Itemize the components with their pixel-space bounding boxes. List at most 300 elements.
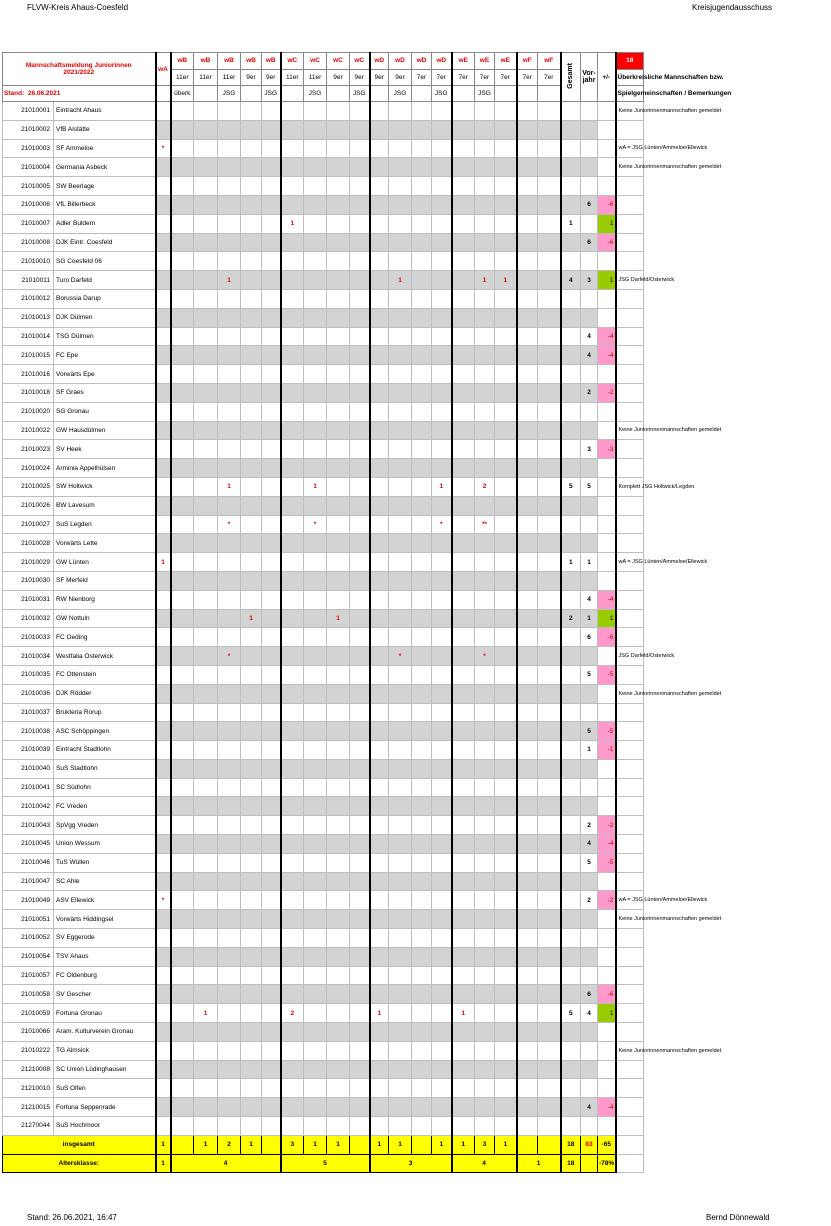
vorjahr-cell: 5 xyxy=(581,722,598,741)
team-cell xyxy=(171,1117,194,1136)
team-cell xyxy=(495,647,517,666)
diff-cell: -5 xyxy=(598,665,616,684)
table-row xyxy=(3,947,831,966)
team-cell xyxy=(350,515,370,534)
team-cell xyxy=(327,496,350,515)
team-cell xyxy=(350,929,370,948)
team-cell xyxy=(389,233,412,252)
team-cell xyxy=(432,797,452,816)
gesamt-cell xyxy=(561,1098,581,1117)
team-cell xyxy=(156,177,171,196)
team-cell xyxy=(241,1060,262,1079)
team-cell xyxy=(262,797,281,816)
table-row xyxy=(3,365,831,384)
team-cell xyxy=(389,289,412,308)
diff-cell xyxy=(598,1117,616,1136)
team-cell xyxy=(241,872,262,891)
title-line2: 2021/2022 xyxy=(63,69,95,76)
team-cell xyxy=(495,816,517,835)
team-cell xyxy=(194,628,218,647)
team-cell xyxy=(327,947,350,966)
club-name: Germania Asbeck xyxy=(54,158,156,177)
team-cell xyxy=(517,195,538,214)
team-cell xyxy=(517,741,538,760)
team-cell xyxy=(412,853,432,872)
team-cell xyxy=(156,966,171,985)
gesamt-cell xyxy=(561,346,581,365)
team-cell xyxy=(241,120,262,139)
team-cell xyxy=(327,571,350,590)
team-cell xyxy=(538,233,561,252)
vorjahr-cell xyxy=(581,139,598,158)
team-cell xyxy=(241,628,262,647)
diff-cell xyxy=(598,402,616,421)
team-cell xyxy=(538,440,561,459)
team-cell xyxy=(495,985,517,1004)
team-cell xyxy=(194,1041,218,1060)
team-cell xyxy=(452,402,475,421)
team-cell xyxy=(412,402,432,421)
team-cell xyxy=(538,853,561,872)
team-cell xyxy=(452,440,475,459)
club-name: SuS Hochmoor xyxy=(54,1117,156,1136)
team-cell xyxy=(495,797,517,816)
totals-cell: 1 xyxy=(432,1135,452,1154)
team-cell xyxy=(171,553,194,572)
team-cell xyxy=(218,139,241,158)
remarks-cell: JSG Darfeld/Osterwick xyxy=(616,647,644,666)
team-cell xyxy=(171,1041,194,1060)
club-code: 21010045 xyxy=(3,835,54,854)
club-name: SG Gronau xyxy=(54,402,156,421)
team-cell xyxy=(389,853,412,872)
team-cell xyxy=(194,1023,218,1042)
team-cell xyxy=(389,327,412,346)
team-cell xyxy=(538,496,561,515)
team-cell xyxy=(281,365,304,384)
team-cell xyxy=(350,327,370,346)
column-size-12: 7er xyxy=(412,69,432,86)
team-cell xyxy=(495,835,517,854)
club-name: Eintracht Ahaus xyxy=(54,102,156,121)
team-cell xyxy=(194,647,218,666)
gesamt-cell xyxy=(561,139,581,158)
team-cell xyxy=(370,289,389,308)
team-cell xyxy=(517,872,538,891)
club-name: ASV Ellewick xyxy=(54,891,156,910)
vorjahr-cell xyxy=(581,797,598,816)
diff-cell xyxy=(598,1041,616,1060)
team-cell xyxy=(281,534,304,553)
team-cell xyxy=(194,703,218,722)
team-cell xyxy=(432,139,452,158)
team-cell xyxy=(304,853,327,872)
club-name: Turo Darfeld xyxy=(54,271,156,290)
vorjahr-cell: 3 xyxy=(581,440,598,459)
team-cell xyxy=(218,120,241,139)
team-cell xyxy=(281,891,304,910)
team-cell xyxy=(262,553,281,572)
team-cell xyxy=(171,421,194,440)
team-cell xyxy=(495,346,517,365)
team-cell xyxy=(412,684,432,703)
team-cell: * xyxy=(475,647,495,666)
team-cell xyxy=(194,872,218,891)
team-cell xyxy=(281,1060,304,1079)
team-cell xyxy=(156,459,171,478)
gesamt-label: Gesamt xyxy=(567,63,575,89)
team-cell xyxy=(262,1023,281,1042)
table-row xyxy=(3,741,831,760)
column-size-9: 9er xyxy=(350,69,370,86)
team-cell xyxy=(389,365,412,384)
team-cell xyxy=(262,835,281,854)
team-cell xyxy=(262,365,281,384)
team-cell xyxy=(262,1098,281,1117)
team-cell xyxy=(538,835,561,854)
team-cell xyxy=(350,872,370,891)
team-cell xyxy=(389,1117,412,1136)
team-cell xyxy=(495,515,517,534)
team-cell xyxy=(452,102,475,121)
team-cell xyxy=(495,177,517,196)
table-row xyxy=(3,609,831,628)
team-cell xyxy=(241,647,262,666)
team-cell xyxy=(327,703,350,722)
diff-cell xyxy=(598,496,616,515)
team-cell xyxy=(495,684,517,703)
remarks-cell xyxy=(616,703,644,722)
team-cell xyxy=(241,421,262,440)
team-cell xyxy=(412,440,432,459)
table-row xyxy=(3,910,831,929)
club-code: 21010011 xyxy=(3,271,54,290)
team-cell xyxy=(241,835,262,854)
team-cell xyxy=(412,872,432,891)
team-cell xyxy=(495,872,517,891)
team-cell xyxy=(350,289,370,308)
team-cell xyxy=(452,722,475,741)
table-row xyxy=(3,459,831,478)
remarks-cell: Keine Juniorinnenmannschaften gemeldet xyxy=(616,910,644,929)
team-cell xyxy=(370,477,389,496)
team-cell xyxy=(495,665,517,684)
club-code: 21210015 xyxy=(3,1098,54,1117)
vorjahr-cell xyxy=(581,289,598,308)
team-cell xyxy=(412,910,432,929)
team-cell xyxy=(517,289,538,308)
club-code: 21010041 xyxy=(3,778,54,797)
team-cell: * xyxy=(218,647,241,666)
team-cell xyxy=(452,741,475,760)
team-cell xyxy=(194,985,218,1004)
team-cell xyxy=(412,609,432,628)
team-cell xyxy=(218,722,241,741)
team-cell xyxy=(218,402,241,421)
team-cell xyxy=(171,534,194,553)
team-cell xyxy=(370,947,389,966)
team-cell xyxy=(495,722,517,741)
totals-empty xyxy=(616,1135,644,1154)
team-cell xyxy=(538,778,561,797)
totals-diff: -65 xyxy=(598,1135,616,1154)
club-name: Westfalia Osterwick xyxy=(54,647,156,666)
team-cell xyxy=(171,722,194,741)
team-cell xyxy=(495,609,517,628)
team-cell xyxy=(171,1004,194,1023)
team-cell xyxy=(370,252,389,271)
remarks-cell xyxy=(616,759,644,778)
team-cell xyxy=(432,158,452,177)
age-wE: 4 xyxy=(452,1154,517,1173)
club-name: FC Epe xyxy=(54,346,156,365)
team-cell xyxy=(495,459,517,478)
team-cell xyxy=(517,477,538,496)
remarks-cell xyxy=(616,741,644,760)
team-cell xyxy=(389,1041,412,1060)
team-cell xyxy=(156,778,171,797)
team-cell xyxy=(156,741,171,760)
team-cell xyxy=(241,327,262,346)
column-size-17: 7er xyxy=(517,69,538,86)
team-cell xyxy=(517,722,538,741)
diff-cell: -5 xyxy=(598,853,616,872)
team-cell xyxy=(281,778,304,797)
diff-cell xyxy=(598,139,616,158)
team-cell xyxy=(281,383,304,402)
team-cell xyxy=(432,195,452,214)
team-cell: 1 xyxy=(495,271,517,290)
remarks-cell xyxy=(616,872,644,891)
club-name: TSG Dülmen xyxy=(54,327,156,346)
age-wB: 4 xyxy=(171,1154,281,1173)
vorjahr-cell xyxy=(581,102,598,121)
team-cell xyxy=(218,534,241,553)
team-cell xyxy=(412,571,432,590)
team-cell: 1 xyxy=(218,477,241,496)
column-type-11: JSG xyxy=(389,86,412,102)
vorjahr-cell xyxy=(581,1060,598,1079)
team-cell xyxy=(218,1041,241,1060)
team-cell xyxy=(517,534,538,553)
team-cell xyxy=(475,120,495,139)
header-left: FLVW-Kreis Ahaus-Coesfeld xyxy=(27,3,129,12)
team-cell xyxy=(538,665,561,684)
team-cell xyxy=(304,158,327,177)
team-cell xyxy=(538,759,561,778)
team-cell xyxy=(262,665,281,684)
team-cell xyxy=(475,797,495,816)
table-row xyxy=(3,553,831,572)
team-cell xyxy=(241,402,262,421)
team-cell xyxy=(517,684,538,703)
team-cell xyxy=(538,553,561,572)
team-cell: 1 xyxy=(156,553,171,572)
team-cell xyxy=(389,1079,412,1098)
team-cell xyxy=(350,778,370,797)
team-cell xyxy=(475,910,495,929)
diff-cell xyxy=(598,553,616,572)
team-cell xyxy=(156,1060,171,1079)
team-cell xyxy=(218,1060,241,1079)
team-cell xyxy=(412,797,432,816)
gesamt-cell xyxy=(561,1041,581,1060)
team-cell xyxy=(194,459,218,478)
table-row xyxy=(3,233,831,252)
title-line1: Mannschaftsmeldung Juniorinnen xyxy=(25,62,132,69)
team-cell xyxy=(304,440,327,459)
remarks-cell xyxy=(616,308,644,327)
team-cell xyxy=(389,741,412,760)
vorjahr-cell: 1 xyxy=(581,553,598,572)
team-cell xyxy=(156,1041,171,1060)
column-class-4: wB xyxy=(241,53,262,70)
team-cell xyxy=(262,402,281,421)
team-cell xyxy=(538,459,561,478)
team-cell xyxy=(194,233,218,252)
gesamt-cell xyxy=(561,252,581,271)
team-cell xyxy=(432,327,452,346)
team-cell xyxy=(517,271,538,290)
team-cell xyxy=(389,590,412,609)
team-cell xyxy=(412,553,432,572)
team-cell xyxy=(171,158,194,177)
totals-label: insgesamt xyxy=(3,1135,156,1154)
team-cell xyxy=(171,778,194,797)
team-cell xyxy=(171,496,194,515)
table-row xyxy=(3,271,831,290)
table-row xyxy=(3,515,831,534)
team-cell xyxy=(241,947,262,966)
team-cell xyxy=(452,383,475,402)
team-cell xyxy=(241,929,262,948)
team-cell xyxy=(538,590,561,609)
team-cell xyxy=(412,365,432,384)
team-cell xyxy=(452,459,475,478)
team-cell xyxy=(412,496,432,515)
team-cell xyxy=(370,910,389,929)
team-cell xyxy=(350,966,370,985)
team-cell xyxy=(262,722,281,741)
table-row xyxy=(3,1079,831,1098)
vorjahr-cell xyxy=(581,1117,598,1136)
team-cell xyxy=(241,459,262,478)
remarks-cell xyxy=(616,590,644,609)
team-cell xyxy=(432,684,452,703)
team-cell xyxy=(171,289,194,308)
team-cell xyxy=(412,271,432,290)
team-cell xyxy=(517,1023,538,1042)
team-cell xyxy=(389,195,412,214)
team-cell xyxy=(281,195,304,214)
remarks-cell xyxy=(616,365,644,384)
team-cell xyxy=(452,1023,475,1042)
team-cell xyxy=(389,835,412,854)
team-cell xyxy=(412,477,432,496)
team-cell xyxy=(156,440,171,459)
team-cell xyxy=(370,346,389,365)
vorjahr-cell: 1 xyxy=(581,741,598,760)
team-cell xyxy=(281,929,304,948)
team-cell xyxy=(517,778,538,797)
team-cell xyxy=(218,571,241,590)
team-cell xyxy=(218,872,241,891)
vorjahr-cell xyxy=(581,910,598,929)
vorjahr-cell xyxy=(581,459,598,478)
team-cell xyxy=(538,1004,561,1023)
team-cell xyxy=(389,158,412,177)
team-cell xyxy=(517,797,538,816)
team-cell xyxy=(156,590,171,609)
team-cell xyxy=(350,609,370,628)
vorjahr-cell xyxy=(581,1023,598,1042)
team-cell xyxy=(304,1079,327,1098)
team-cell xyxy=(304,741,327,760)
team-cell xyxy=(370,120,389,139)
diff-cell xyxy=(598,929,616,948)
table-row xyxy=(3,440,831,459)
team-cell xyxy=(156,1117,171,1136)
remarks-cell xyxy=(616,383,644,402)
remarks-cell xyxy=(616,440,644,459)
column-type-10 xyxy=(370,86,389,102)
team-cell xyxy=(171,590,194,609)
team-cell xyxy=(412,647,432,666)
totals-cell xyxy=(412,1135,432,1154)
team-cell xyxy=(218,289,241,308)
team-cell xyxy=(350,553,370,572)
team-cell xyxy=(281,402,304,421)
team-cell xyxy=(370,233,389,252)
team-cell xyxy=(304,177,327,196)
team-cell xyxy=(218,966,241,985)
gesamt-cell xyxy=(561,797,581,816)
team-cell xyxy=(304,590,327,609)
vorjahr-cell xyxy=(581,703,598,722)
team-cell xyxy=(304,1098,327,1117)
team-cell xyxy=(194,910,218,929)
column-size-8: 9er xyxy=(327,69,350,86)
team-cell xyxy=(350,1098,370,1117)
team-cell xyxy=(156,195,171,214)
column-class-1: wB xyxy=(171,53,194,70)
vorjahr-cell xyxy=(581,684,598,703)
team-cell xyxy=(304,365,327,384)
team-cell xyxy=(281,120,304,139)
team-cell xyxy=(495,383,517,402)
team-cell xyxy=(389,440,412,459)
team-cell xyxy=(538,1098,561,1117)
team-cell xyxy=(156,947,171,966)
team-cell xyxy=(370,365,389,384)
gesamt-cell xyxy=(561,835,581,854)
team-cell xyxy=(327,120,350,139)
club-code: 21010027 xyxy=(3,515,54,534)
team-cell xyxy=(156,816,171,835)
team-cell xyxy=(412,1117,432,1136)
team-cell xyxy=(452,271,475,290)
team-cell xyxy=(452,835,475,854)
club-code: 21010022 xyxy=(3,421,54,440)
team-cell xyxy=(475,929,495,948)
team-cell xyxy=(370,703,389,722)
club-code: 21010013 xyxy=(3,308,54,327)
team-cell xyxy=(495,102,517,121)
team-cell xyxy=(218,421,241,440)
team-cell xyxy=(281,139,304,158)
gesamt-cell xyxy=(561,947,581,966)
team-cell xyxy=(262,534,281,553)
